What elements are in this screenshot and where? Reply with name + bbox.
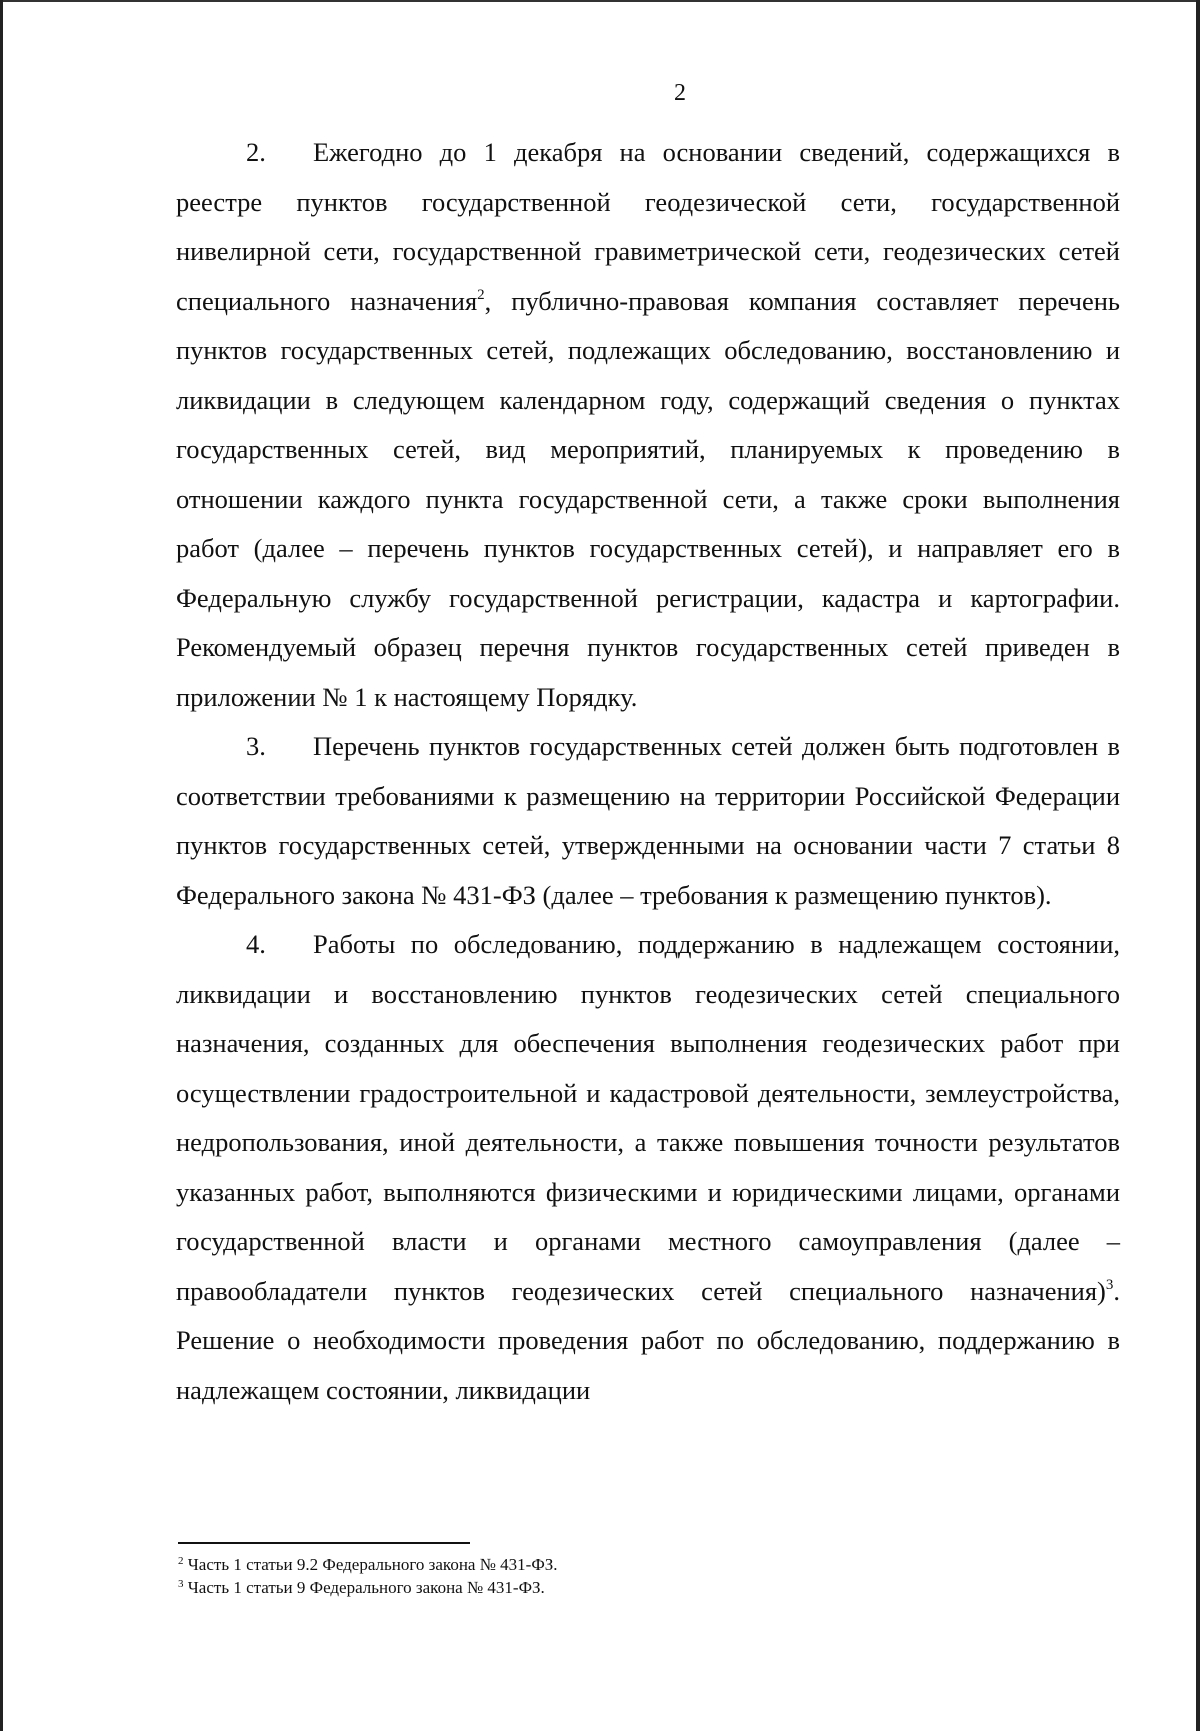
document-body xyxy=(176,128,1120,1415)
footnote-separator xyxy=(178,1542,470,1544)
footnote-text: Часть 1 статьи 9.2 Федерального закона № 431-ФЗ. xyxy=(183,1555,558,1574)
footnotes xyxy=(178,1553,1118,1599)
footnote-reference[interactable]: 3 xyxy=(1105,1276,1114,1293)
footnote-text: Часть 1 статьи 9 Федерального закона № 431-ФЗ. xyxy=(183,1578,545,1597)
paragraph-text: . Решение о необходимости проведения работ по обследованию, поддержанию в надлежащем состоянии, ликвидации xyxy=(176,1275,1120,1405)
footnote-item xyxy=(178,1576,1118,1599)
paragraph-number: 3. xyxy=(246,731,266,761)
scan-edge-top xyxy=(0,0,1200,2)
footnote-item xyxy=(178,1553,1118,1576)
paragraph-number: 4. xyxy=(246,929,266,959)
paragraph-2 xyxy=(176,128,1120,722)
paragraph-3 xyxy=(176,722,1120,920)
footnote-marker: 3 xyxy=(178,1578,184,1590)
footnote-reference[interactable]: 2 xyxy=(477,286,485,303)
footnote-marker: 2 xyxy=(178,1555,184,1567)
scan-edge-left xyxy=(0,0,3,1731)
paragraph-text: Работы по обследованию, поддержанию в надлежащем состоянии, ликвидации и восстановлению пунктов геодезических сетей специального назначения, созданных для обеспечения выполнения геодезических работ при осуществлении градостроительной и кадастровой деятельности, землеустройства, недропользования, иной деятельности, а также повышения точности результатов указанных работ, выполняются физическими и юридическими лицами, органами государственной власти и органами местного самоуправления (далее – правообладатели пунктов геодезических сетей специального назначения) xyxy=(176,929,1120,1306)
paragraph-text: , публично-правовая компания составляет перечень пунктов государственных сетей, подлежащих обследованию, восстановлению и ликвидации в следующем календарном году, содержащий сведения о пунктах государственных сетей, вид мероприятий, планируемых к проведению в отношении каждого пункта государственной сети, а также сроки выполнения работ (далее – перечень пунктов государственных сетей), и направляет его в Федеральную службу государственной регистрации, кадастра и картографии. Рекомендуемый образец перечня пунктов государственных сетей приведен в приложении № 1 к настоящему Порядку. xyxy=(176,285,1120,712)
paragraph-4 xyxy=(176,920,1120,1415)
paragraph-number: 2. xyxy=(246,137,266,167)
paragraph-text: Ежегодно до 1 декабря на основании сведений, содержащихся в реестре пунктов государственной геодезической сети, государственной нивелирной сети, государственной гравиметрической сети, геодезических сетей специального назначения xyxy=(176,137,1120,316)
scan-edge-right xyxy=(1196,0,1200,1731)
paragraph-text: Перечень пунктов государственных сетей должен быть подготовлен в соответствии требованиями к размещению на территории Российской Федерации пунктов государственных сетей, утвержденными на основании части 7 статьи 8 Федерального закона № 431-ФЗ (далее – требования к размещению пунктов). xyxy=(176,731,1120,910)
page-number: 2 xyxy=(674,80,686,106)
